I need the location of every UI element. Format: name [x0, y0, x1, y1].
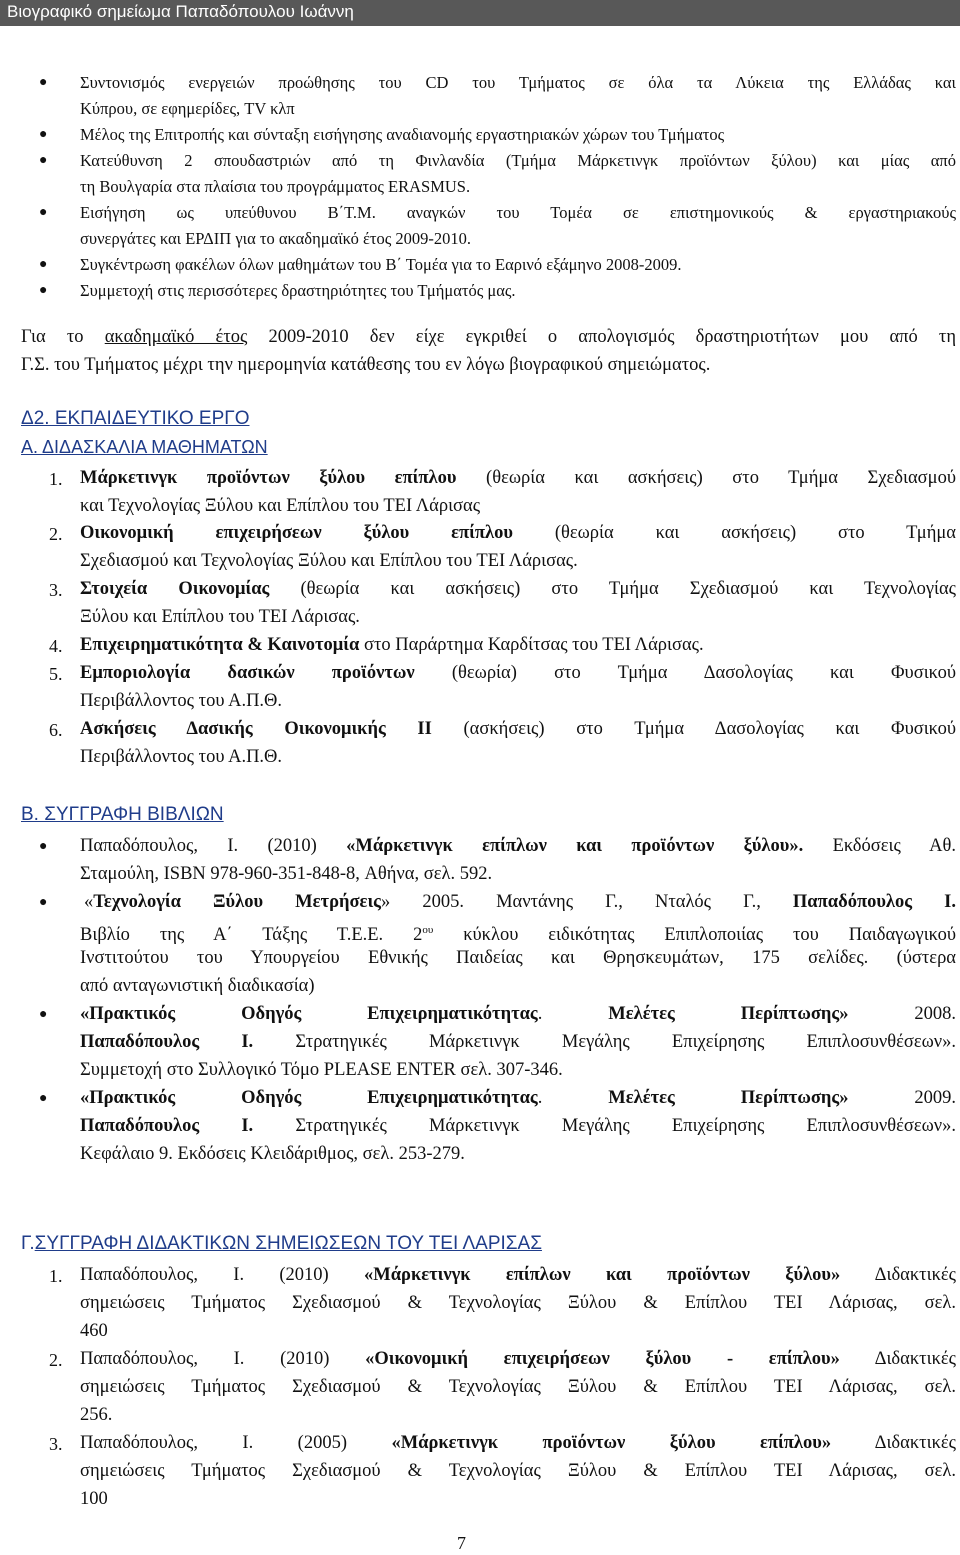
list-item: Μέλος της Επιτροπής και σύνταξη εισήγησης αναδιανομής εργαστηριακών χώρων του Τμήματος	[80, 125, 725, 144]
bullet-icon: ●	[39, 127, 48, 142]
notes-item: Παπαδόπουλος, Ι. (2010) «Οικονομική επιχειρήσεων ξύλου - επίπλου» Διδακτικές	[80, 1349, 956, 1369]
section-title-d2: Δ2. ΕΚΠΑΙΔΕΥΤΙΚΟ ΕΡΓΟ	[21, 408, 250, 429]
book-item: «Πρακτικός Οδηγός Επιχειρηματικότητας. Μελέτες Περίπτωσης» 2008.	[80, 1004, 956, 1024]
list-number: 2.	[49, 1350, 63, 1370]
list-item: Κατεύθυνση 2 σπουδαστριών από τη Φινλανδία (Τμήμα Μάρκετινγκ προϊόντων ξύλου) και μίας από	[80, 151, 956, 170]
list-item: Εισήγηση ως υπεύθυνου Β΄Τ.Μ. αναγκών του Τομέα σε επιστημονικούς & εργαστηριακούς	[80, 203, 956, 222]
list-number: 2.	[49, 524, 63, 544]
book-item-cont: Σταμούλη, ISBN 978-960-351-848-8, Αθήνα, σελ. 592.	[80, 864, 493, 884]
course-item: Οικονομική επιχειρήσεων ξύλου επίπλου (θεωρία και ασκήσεις) στο Τμήμα	[80, 523, 956, 543]
book-item-cont: Βιβλίο της Α΄ Τάξης Τ.Ε.Ε. $2^{o\upsilon}$ κύκλου ειδικότητας Επιπλοποιίας του Παιδαγωγικού	[80, 924, 956, 946]
book-item-cont: Κεφάλαιο 9. Εκδόσεις Κλειδάριθμος, σελ. 253-279.	[80, 1144, 465, 1164]
list-item: Συμμετοχή στις περισσότερες δραστηριότητες του Τμήματός μας.	[80, 281, 516, 300]
course-item-cont: και Τεχνολογίας Ξύλου και Επίπλου του ΤΕΙ Λάρισας	[80, 496, 481, 516]
list-number: 1.	[49, 469, 63, 489]
notes-item-cont: 460	[80, 1321, 108, 1341]
bullet-icon: ●	[39, 1091, 48, 1106]
list-item-cont: συνεργάτες και ΕΡΔΙΠ για το ακαδημαϊκό έτος 2009-2010.	[80, 229, 472, 248]
book-item: «Τεχνολογία Ξύλου Μετρήσεις» 2005. Μαντάνης Γ., Νταλός Γ., Παπαδόπουλος Ι.	[84, 892, 956, 912]
bullet-icon: ●	[39, 283, 48, 298]
book-item: Παπαδόπουλος, Ι. (2010) «Μάρκετινγκ επίπλων και προϊόντων ξύλου». Εκδόσεις Αθ.	[80, 836, 956, 856]
bullet-icon: ●	[39, 839, 48, 854]
page-number: 7	[457, 1533, 466, 1553]
report-paragraph: Για το ακαδημαϊκό έτος 2009-2010 δεν είχε εγκριθεί ο απολογισμός δραστηριοτήτων μου από τη	[21, 327, 957, 347]
course-item: Στοιχεία Οικονομίας (θεωρία και ασκήσεις) στο Τμήμα Σχεδιασμού και Τεχνολογίας	[80, 579, 956, 599]
subsection-title-b: Β. ΣΥΓΓΡΑΦΗ ΒΙΒΛΙΩΝ	[21, 804, 224, 825]
list-item-cont: Κύπρου, σε εφημερίδες, TV κλπ	[80, 99, 295, 118]
notes-item: Παπαδόπουλος, Ι. (2010) «Μάρκετινγκ επίπλων και προϊόντων ξύλου» Διδακτικές	[80, 1265, 957, 1285]
list-number: 4.	[49, 636, 63, 656]
book-item-cont: Συμμετοχή στο Συλλογικό Τόμο PLEASE ENTER σελ. 307-346.	[80, 1060, 563, 1080]
subsection-title-g: Γ.ΣΥΓΓΡΑΦΗ ΔΙΔΑΚΤΙΚΩΝ ΣΗΜΕΙΩΣΕΩΝ ΤΟΥ ΤΕΙ ΛΑΡΙΣΑΣ	[21, 1233, 542, 1254]
course-item: Εμποριολογία δασικών προϊόντων (θεωρία) στο Τμήμα Δασολογίας και Φυσικού	[80, 663, 956, 683]
course-item-cont: Σχεδιασμού και Τεχνολογίας Ξύλου και Επίπλου του ΤΕΙ Λάρισας.	[80, 551, 578, 571]
list-item: Συγκέντρωση φακέλων όλων μαθημάτων του Β΄ Τομέα για το Εαρινό εξάμηνο 2008-2009.	[80, 255, 682, 274]
notes-item: Παπαδόπουλος, Ι. (2005) «Μάρκετινγκ προϊόντων ξύλου επίπλου» Διδακτικές	[80, 1433, 956, 1453]
list-item-cont: τη Βουλγαρία στα πλαίσια του προγράμματος ERASMUS.	[80, 177, 471, 196]
course-item: Ασκήσεις Δασικής Οικονομικής ΙΙ (ασκήσεις) στο Τμήμα Δασολογίας και Φυσικού	[80, 719, 957, 739]
book-item-cont: Παπαδόπουλος Ι. Στρατηγικές Μάρκετινγκ Μεγάλης Επιχείρησης Επιπλοσυνθέσεων».	[80, 1116, 957, 1136]
course-item-cont: Περιβάλλοντος του Α.Π.Θ.	[80, 691, 283, 711]
subsection-title-a: Α. ΔΙΔΑΣΚΑΛΙΑ ΜΑΘΗΜΑΤΩΝ	[21, 437, 268, 457]
report-paragraph-cont: Γ.Σ. του Τμήματος μέχρι την ημερομηνία κατάθεσης του εν λόγω βιογραφικού σημειώματος.	[21, 355, 711, 375]
bullet-icon: ●	[39, 153, 48, 168]
list-item: Συντονισμός ενεργειών προώθησης του CD του Τμήματος σε όλα τα Λύκεια της Ελλάδας και	[80, 73, 956, 92]
list-number: 1.	[49, 1266, 63, 1286]
course-item-cont: Ξύλου και Επίπλου του ΤΕΙ Λάρισας.	[80, 607, 360, 627]
book-item-cont: από ανταγωνιστική διαδικασία)	[80, 976, 315, 996]
bullet-icon: ●	[39, 75, 48, 90]
document-header	[0, 0, 960, 26]
book-item-cont: Ινστιτούτου του Υπουργείου Εθνικής Παιδείας και Θρησκευμάτων, 175 σελίδες. (ύστερα	[80, 948, 956, 968]
notes-item-cont: σημειώσεις Τμήματος Σχεδιασμού & Τεχνολογίας Ξύλου & Επίπλου ΤΕΙ Λάρισας, σελ.	[80, 1293, 956, 1313]
bullet-icon: ●	[39, 257, 48, 272]
notes-item-cont: 100	[80, 1489, 108, 1509]
course-item: Μάρκετινγκ προϊόντων ξύλου επίπλου (θεωρία και ασκήσεις) στο Τμήμα Σχεδιασμού	[80, 468, 956, 488]
list-number: 3.	[49, 1434, 63, 1454]
list-number: 6.	[49, 720, 63, 740]
bullet-icon: ●	[39, 895, 48, 910]
bullet-icon: ●	[39, 1007, 48, 1022]
course-item-cont: Περιβάλλοντος του Α.Π.Θ.	[80, 747, 283, 767]
book-item: «Πρακτικός Οδηγός Επιχειρηματικότητας. Μελέτες Περίπτωσης» 2009.	[80, 1088, 956, 1108]
course-item: Επιχειρηματικότητα & Καινοτομία στο Παράρτημα Καρδίτσας του ΤΕΙ Λάρισας.	[80, 635, 704, 655]
notes-item-cont: 256.	[80, 1405, 113, 1425]
header-title: Βιογραφικό σημείωμα Παπαδόπουλου Ιωάννη	[7, 2, 354, 21]
notes-item-cont: σημειώσεις Τμήματος Σχεδιασμού & Τεχνολογίας Ξύλου & Επίπλου ΤΕΙ Λάρισας, σελ.	[80, 1377, 956, 1397]
list-number: 5.	[49, 664, 63, 684]
notes-item-cont: σημειώσεις Τμήματος Σχεδιασμού & Τεχνολογίας Ξύλου & Επίπλου ΤΕΙ Λάρισας, σελ.	[80, 1461, 956, 1481]
book-item-cont: Παπαδόπουλος Ι. Στρατηγικές Μάρκετινγκ Μεγάλης Επιχείρησης Επιπλοσυνθέσεων».	[80, 1032, 957, 1052]
list-number: 3.	[49, 580, 63, 600]
bullet-icon: ●	[39, 205, 48, 220]
